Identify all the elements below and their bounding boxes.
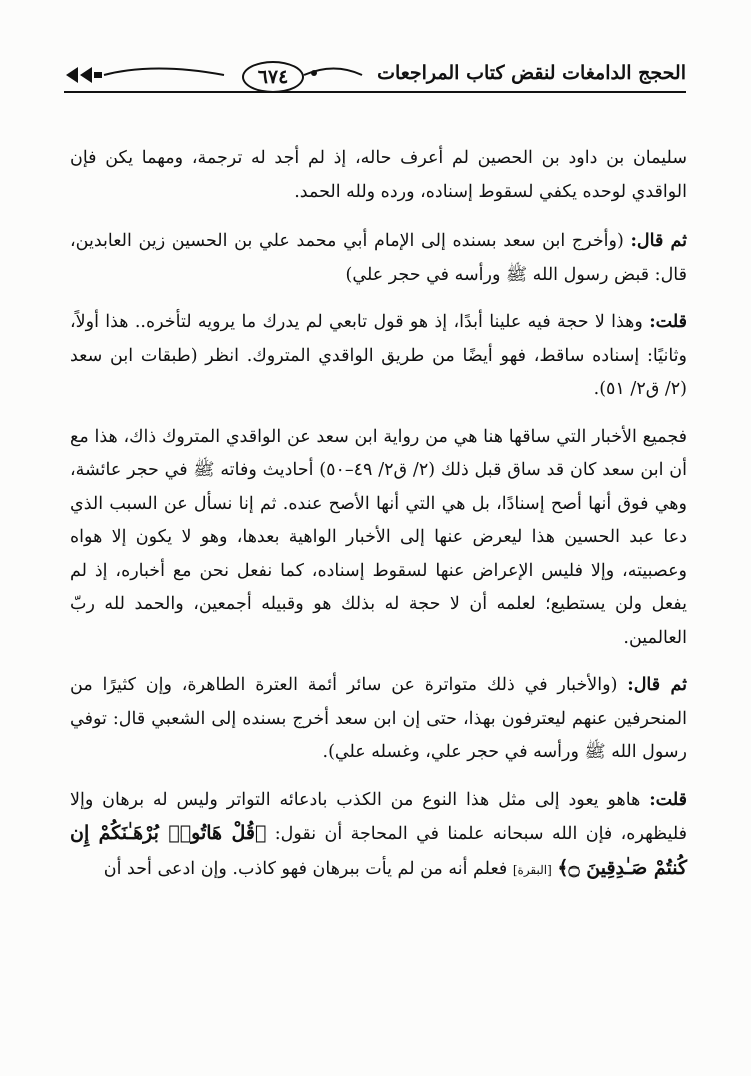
paragraph-text: وهذا لا حجة فيه علينا أبدًا، إذ هو قول تابعي لم يدرك ما يرويه لتأخره.. هذا أولاً، وثانيًا: إسناده ساقط، فهو أيضًا من طريق الواقدي المتروك. انظر (طبقات ابن سعد (٢/ ق٢/ ٥١).: [70, 312, 687, 399]
paragraph-lead: قلت:: [649, 789, 687, 810]
body-text: [70, 142, 687, 901]
surah-reference: [البقرة]: [512, 862, 552, 877]
paragraph-text: (والأخبار في ذلك متواترة عن سائر أئمة العترة الطاهرة، وإن كثيرًا من المنحرفين عنهم ليعترفون بهذا، حتى إن ابن سعد أخرج بسنده إلى الشعبي قال: توفي رسول الله ﷺ ورأسه في حجر علي، وغسله علي).: [70, 675, 687, 762]
paragraph-text: سليمان بن داود بن الحصين لم أعرف حاله، إذ لم أجد له ترجمة، ومهما يكن فإن الواقدي لوحده يكفي لسقوط إسناده، ورده ولله الحمد.: [70, 148, 687, 202]
page-number: ٦٧٤: [242, 61, 304, 93]
paragraph-lead: ثم قال:: [627, 675, 687, 695]
paragraph-3: [70, 306, 687, 407]
paragraph-lead: قلت:: [649, 312, 687, 332]
paragraph-lead: ثم قال:: [630, 231, 688, 251]
paragraph-text: (وأخرج ابن سعد بسنده إلى الإمام أبي محمد علي بن الحسين زين العابدين، قال: قبض رسول الله ﷺ ورأسه في حجر علي): [70, 231, 687, 285]
paragraph-2: [70, 225, 687, 292]
paragraph-text: هاهو يعود إلى مثل هذا النوع من الكذب بادعائه التواتر وليس له برهان وإلا فليظهره، فإن الله سبحانه علمنا في المحاجة أن نقول:: [70, 789, 687, 844]
paragraph-1: [70, 142, 687, 209]
paragraph-4: [70, 421, 687, 656]
quran-verse: ﴿قُلْ هَاتُوا۟ بُرْهَـٰنَكُمْ إِن كُنتُمْ صَـٰدِقِينَ ۝﴾: [70, 822, 687, 879]
paragraph-5: [70, 669, 687, 770]
header-rule: [64, 91, 686, 93]
paragraph-6: [70, 784, 687, 888]
paragraph-text: فجميع الأخبار التي ساقها هنا هي من رواية ابن سعد عن الواقدي المتروك ذاك، هذا مع أن ابن سعد كان قد ساق قبل ذلك (٢/ ق٢/ ٤٩–٥٠) أحاديث وفاته ﷺ في حجر عائشة، وهي فوق أنها أصح إسنادًا، بل هي التي أنها الأصح عنده. ثم إنا نسأل عن السبب الذي دعا عبد الحسين هذا ليعرض عنها إلى الأخبار الواهية بعدها، وهو لا يكون إلا هواه وعصبيته، وإلا فليس الإعراض عنها لسقوط إسناده، كما نفعل نحن مع أخباره، إذ لم يفعل ولن يستطيع؛ لعلمه أن لا حجة له بذلك هو وقبيله أجمعين، والحمد لله ربّ العالمين.: [70, 426, 687, 648]
paragraph-tail: فعلم أنه من لم يأت ببرهان فهو كاذب. وإن ادعى أحد أن: [103, 858, 513, 879]
header-ornament-icon: [64, 64, 364, 86]
running-title: الحجج الدامغات لنقض كتاب المراجعات: [377, 62, 686, 84]
page-header: [64, 58, 686, 92]
